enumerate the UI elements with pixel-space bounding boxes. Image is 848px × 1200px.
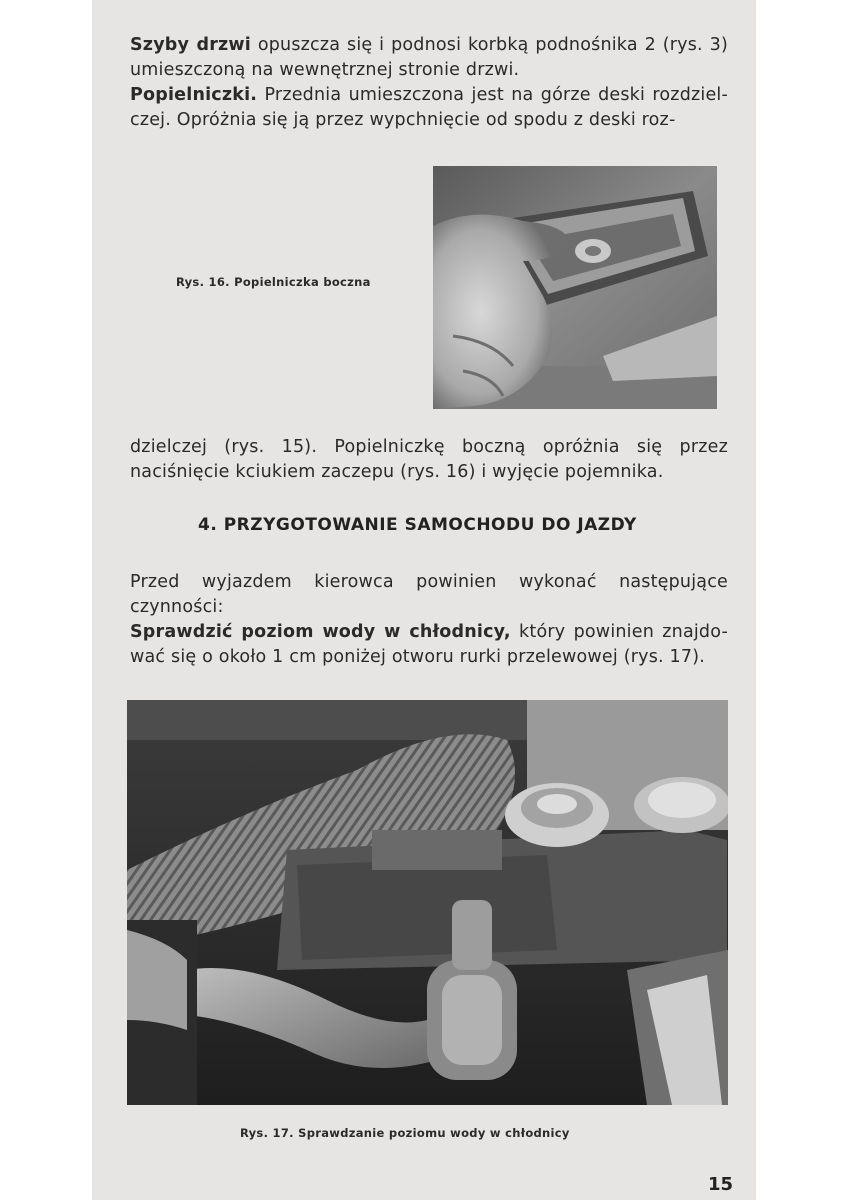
radiator-illustration [127,700,728,1105]
paragraph-text-doors: opuszcza się i podnosi korbką podnośnika 2 (rys. 3) umieszczoną na wewnętrznej stronie drzwi. [130,35,728,80]
figure-16-caption: Rys. 16. Popielniczka boczna [176,275,371,289]
paragraph-preparation [130,570,728,670]
ashtray-hand-illustration [433,166,717,409]
paragraph-side-ashtray [130,435,728,485]
paragraph-text-radiator: który powinien znajdo-wać się o około 1 cm poniżej otworu rurki przelewowej (rys. 17). [130,622,728,667]
page-number: 15 [708,1174,734,1195]
paragraph-lead-radiator: Sprawdzić poziom wody w chłodnicy, [130,622,511,642]
figure-17-caption: Rys. 17. Sprawdzanie poziomu wody w chłodnicy [240,1126,570,1140]
paragraph-lead-doors: Szyby drzwi [130,35,251,55]
section-heading: 4. PRZYGOTOWANIE SAMOCHODU DO JAZDY [198,515,637,535]
figure-17-photo [127,700,728,1105]
paragraph-text-preparation: Przed wyjazdem kierowca powinien wykonać następujące czynności: [130,572,728,617]
figure-16-photo [433,166,717,409]
paragraph-text-side-ashtray: dzielczej (rys. 15). Popielniczkę boczną opróżnia się przez naciśnięcie kciukiem zaczepu (rys. 16) i wyjęcie pojemnika. [130,437,728,482]
paragraph-lead-ashtrays: Popielniczki. [130,85,258,105]
paragraph-text-ashtrays: Przednia umieszczona jest na górze deski rozdziel-czej. Opróżnia się ją przez wypchnięcie od spodu z deski roz- [130,85,728,130]
paragraph-intro [130,33,728,133]
